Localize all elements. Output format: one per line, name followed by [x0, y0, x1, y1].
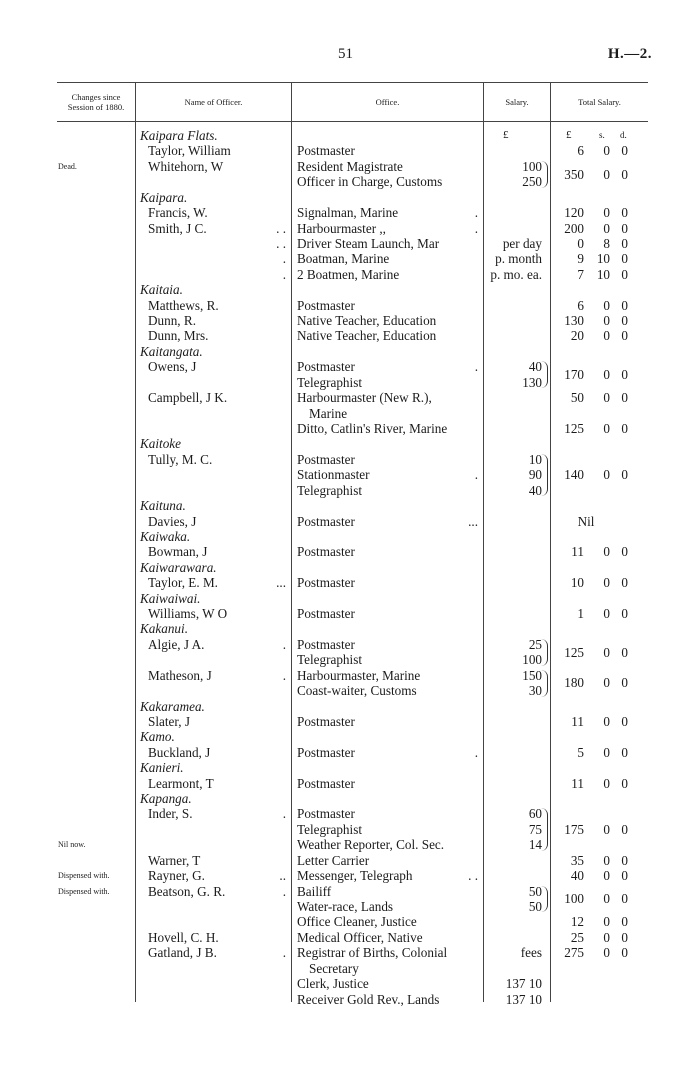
office-title: Harbourmaster, Marine	[297, 667, 421, 683]
column-divider	[483, 82, 484, 1002]
total-shillings: 0	[603, 328, 610, 344]
officer-name: Matthews, R.	[148, 297, 219, 313]
officer-name: Matheson, J	[148, 667, 212, 683]
total-shillings: 0	[603, 644, 610, 660]
total-pounds: 12	[570, 914, 584, 930]
salary-brace	[541, 454, 548, 496]
officer-name: Rayner, G.	[148, 868, 205, 884]
total-shillings: 0	[603, 821, 610, 837]
office-title: Native Teacher, Education	[297, 313, 437, 329]
total-shillings: 0	[603, 606, 610, 622]
officer-name: Learmont, T	[148, 775, 214, 791]
name-leader-dots: ...	[276, 575, 286, 591]
total-pence: 0	[621, 713, 628, 729]
officer-name: Taylor, E. M.	[148, 575, 218, 591]
table-top-rule	[57, 82, 648, 83]
total-pounds: 1	[577, 606, 584, 622]
total-shillings: 8	[603, 235, 610, 251]
office-title: Postmaster	[297, 606, 355, 622]
office-title: Postmaster	[297, 636, 355, 652]
office-title: Telegraphist	[297, 482, 362, 498]
column-header-total: Total Salary.	[578, 97, 621, 107]
total-shillings: 0	[603, 467, 610, 483]
total-shillings: 0	[603, 868, 610, 884]
salary-brace	[541, 161, 548, 188]
total-salary-text: Nil	[577, 513, 595, 529]
office-leader-dots: .	[474, 205, 478, 221]
name-leader-dots: . .	[276, 235, 286, 251]
salary-value: 14	[528, 837, 542, 853]
locality-heading: Kaiwarawara.	[140, 559, 217, 575]
total-shillings: 0	[603, 544, 610, 560]
office-title: Boatman, Marine	[297, 251, 390, 267]
total-pence: 0	[621, 205, 628, 221]
office-leader-dots: ...	[468, 513, 478, 529]
total-pence: 0	[621, 575, 628, 591]
salary-pound-sign: £	[503, 129, 509, 141]
total-pounds: 9	[577, 251, 584, 267]
column-divider	[291, 82, 292, 1002]
office-title: 2 Boatmen, Marine	[297, 266, 400, 282]
office-title: Messenger, Telegraph	[297, 868, 413, 884]
total-pounds: 125	[564, 420, 584, 436]
salary-brace	[541, 670, 548, 697]
total-pence: 0	[621, 675, 628, 691]
column-divider	[550, 82, 551, 1002]
office-title: Postmaster	[297, 359, 355, 375]
total-pence: 0	[621, 143, 628, 159]
salary-value: 137 10	[505, 976, 542, 992]
total-shillings: 0	[603, 313, 610, 329]
office-title: Postmaster	[297, 544, 355, 560]
officer-name: Beatson, G. R.	[148, 883, 226, 899]
total-pound-sign: £	[566, 129, 572, 141]
office-title: Officer in Charge, Customs	[297, 174, 443, 190]
locality-heading: Kapanga.	[140, 791, 192, 807]
locality-heading: Kakaramea.	[140, 698, 205, 714]
office-title: Harbourmaster (New R.),	[297, 390, 432, 406]
total-pence: 0	[621, 544, 628, 560]
salary-value: 40	[528, 482, 542, 498]
office-leader-dots: . .	[468, 868, 478, 884]
total-pence: 0	[621, 945, 628, 961]
office-title: Telegraphist	[297, 374, 362, 390]
total-pounds: 25	[570, 929, 584, 945]
officer-name: Gatland, J B.	[148, 945, 217, 961]
officer-name: Inder, S.	[148, 806, 193, 822]
office-title: Bailiff	[297, 883, 332, 899]
total-pence: 0	[621, 313, 628, 329]
total-shillings: 0	[603, 143, 610, 159]
change-note: Dispensed with.	[58, 871, 110, 881]
change-note: Dispensed with.	[58, 886, 110, 896]
name-leader-dots: .	[282, 266, 286, 282]
total-shillings: 0	[603, 166, 610, 182]
office-title: Letter Carrier	[297, 852, 370, 868]
office-title: Postmaster	[297, 744, 355, 760]
salary-value: 25	[528, 636, 542, 652]
officer-name: Slater, J	[148, 713, 190, 729]
page-number: 51	[338, 46, 353, 62]
officer-name: Owens, J	[148, 359, 197, 375]
total-shillings: 10	[596, 251, 610, 267]
total-pence: 0	[621, 644, 628, 660]
name-leader-dots: .	[282, 806, 286, 822]
officer-name: Campbell, J K.	[148, 390, 228, 406]
page-reference: H.—2.	[607, 46, 652, 62]
salary-value: 130	[522, 374, 542, 390]
total-shillings: 0	[603, 945, 610, 961]
officer-name: Dunn, R.	[148, 313, 196, 329]
total-pounds: 0	[577, 235, 584, 251]
officer-name: Tully, M. C.	[148, 451, 213, 467]
name-leader-dots: .	[282, 636, 286, 652]
locality-heading: Kaipara.	[140, 189, 188, 205]
office-title: Office Cleaner, Justice	[297, 914, 417, 930]
office-title: Secretary	[309, 960, 359, 976]
total-pounds: 5	[577, 744, 584, 760]
table-header-rule	[57, 121, 648, 122]
office-title: Registrar of Births, Colonial	[297, 945, 448, 961]
total-pounds: 140	[564, 467, 584, 483]
total-pence: 0	[621, 852, 628, 868]
total-shillings: 0	[603, 914, 610, 930]
change-note: Nil now.	[58, 840, 86, 850]
total-pounds: 6	[577, 143, 584, 159]
total-pence: 0	[621, 367, 628, 382]
office-title: Postmaster	[297, 806, 355, 822]
total-pence: 0	[621, 868, 628, 884]
locality-heading: Kaiwaka.	[140, 528, 191, 544]
total-pounds: 120	[564, 205, 584, 221]
salary-value: 75	[528, 821, 542, 837]
officer-name: Warner, T	[148, 852, 201, 868]
total-shillings: 0	[603, 891, 610, 907]
office-title: Marine	[309, 405, 348, 421]
total-pounds: 50	[570, 390, 584, 406]
salary-value: 150	[522, 667, 542, 683]
salary-value: 50	[528, 883, 542, 899]
total-pence: 0	[621, 606, 628, 622]
total-shillings: 0	[603, 675, 610, 691]
column-header-office: Office.	[375, 97, 400, 107]
office-title: Telegraphist	[297, 821, 362, 837]
total-pence-unit: d.	[620, 130, 627, 140]
office-title: Weather Reporter, Col. Sec.	[297, 837, 445, 853]
office-title: Native Teacher, Education	[297, 328, 437, 344]
name-leader-dots: .	[282, 945, 286, 961]
salary-value: 30	[528, 683, 542, 699]
officer-name: Francis, W.	[148, 205, 208, 221]
salary-brace	[541, 361, 548, 388]
name-leader-dots: . .	[276, 220, 286, 236]
office-title: Stationmaster	[297, 467, 370, 483]
office-title: Medical Officer, Native	[297, 929, 423, 945]
office-title: Telegraphist	[297, 652, 362, 668]
column-divider	[135, 82, 136, 1002]
column-header-changes: Changes since Session of 1880.	[67, 92, 125, 112]
total-pence: 0	[621, 166, 628, 182]
office-leader-dots: .	[474, 744, 478, 760]
office-title: Harbourmaster ,,	[297, 220, 386, 236]
office-leader-dots: .	[474, 220, 478, 236]
total-pence: 0	[621, 821, 628, 837]
office-title: Ditto, Catlin's River, Marine	[297, 420, 448, 436]
column-header-name: Name of Officer.	[184, 97, 243, 107]
total-shillings: 0	[603, 220, 610, 236]
total-shillings: 10	[596, 266, 610, 282]
salary-value: 50	[528, 899, 542, 914]
salary-brace	[541, 639, 548, 666]
column-header-salary: Salary.	[505, 97, 529, 107]
total-shillings: 0	[603, 205, 610, 221]
locality-heading: Kanieri.	[140, 760, 184, 776]
total-pence: 0	[621, 891, 628, 907]
total-pence: 0	[621, 266, 628, 282]
total-shillings: 0	[603, 367, 610, 382]
office-title: Receiver Gold Rev., Lands	[297, 991, 440, 1007]
salary-value: per day	[502, 235, 542, 251]
total-pounds: 10	[570, 575, 584, 591]
locality-heading: Kaiwaiwai.	[140, 590, 201, 606]
total-pounds: 130	[564, 313, 584, 329]
total-shillings: 0	[603, 420, 610, 436]
name-leader-dots: .	[282, 667, 286, 683]
officer-name: Smith, J C.	[148, 220, 207, 236]
total-pounds: 170	[564, 367, 584, 382]
salary-value: 100	[522, 652, 542, 668]
locality-heading: Kaitoke	[140, 436, 182, 452]
total-pence: 0	[621, 914, 628, 930]
total-shillings: 0	[603, 390, 610, 406]
total-shillings: 0	[603, 297, 610, 313]
office-title: Postmaster	[297, 575, 355, 591]
office-title: Driver Steam Launch, Mar	[297, 235, 440, 251]
total-pounds: 20	[570, 328, 584, 344]
total-pounds: 11	[571, 713, 584, 729]
office-title: Postmaster	[297, 775, 355, 791]
name-leader-dots: .	[282, 883, 286, 899]
locality-heading: Kamo.	[140, 729, 175, 745]
office-title: Postmaster	[297, 297, 355, 313]
total-pounds: 35	[570, 852, 584, 868]
total-pence: 0	[621, 235, 628, 251]
locality-heading: Kaitaia.	[140, 282, 183, 298]
total-pounds: 180	[564, 675, 584, 691]
officer-name: Algie, J A.	[148, 636, 205, 652]
total-pounds: 40	[570, 868, 584, 884]
total-pounds: 100	[564, 891, 584, 907]
total-pounds: 125	[564, 644, 584, 660]
salary-value: 137 10	[505, 991, 542, 1007]
locality-heading: Kaituna.	[140, 498, 186, 514]
office-title: Water-race, Lands	[297, 899, 394, 914]
total-shillings: 0	[603, 852, 610, 868]
salary-value: 250	[522, 174, 542, 190]
total-pounds: 11	[571, 544, 584, 560]
total-pence: 0	[621, 420, 628, 436]
total-shillings: 0	[603, 775, 610, 791]
name-leader-dots: ..	[279, 868, 286, 884]
total-pence: 0	[621, 251, 628, 267]
total-pounds: 7	[577, 266, 584, 282]
salary-value: 60	[528, 806, 542, 822]
salary-value: 100	[522, 158, 542, 174]
total-pence: 0	[621, 220, 628, 236]
office-title: Postmaster	[297, 143, 355, 159]
office-title: Postmaster	[297, 513, 355, 529]
locality-heading: Kaitangata.	[140, 343, 203, 359]
total-pence: 0	[621, 744, 628, 760]
total-shillings: 0	[603, 575, 610, 591]
total-shillings-unit: s.	[599, 130, 605, 140]
total-pence: 0	[621, 467, 628, 483]
salary-brace	[541, 886, 548, 913]
officer-name: Whitehorn, W	[148, 158, 224, 174]
total-pence: 0	[621, 775, 628, 791]
officer-name: Buckland, J	[148, 744, 211, 760]
total-pounds: 350	[564, 166, 584, 182]
office-title: Coast-waiter, Customs	[297, 683, 417, 699]
officer-name: Bowman, J	[148, 544, 208, 560]
change-note: Dead.	[58, 161, 77, 171]
office-title: Postmaster	[297, 451, 355, 467]
salary-value: 90	[528, 467, 542, 483]
total-pounds: 200	[564, 220, 584, 236]
total-pounds: 275	[564, 945, 584, 961]
salary-value: fees	[520, 945, 542, 961]
office-title: Signalman, Marine	[297, 205, 399, 221]
total-pence: 0	[621, 929, 628, 945]
office-title: Clerk, Justice	[297, 976, 369, 992]
office-leader-dots: .	[474, 467, 478, 483]
salary-value: p. mo. ea.	[490, 266, 542, 282]
name-leader-dots: .	[282, 251, 286, 267]
salary-brace	[541, 808, 548, 850]
total-pounds: 11	[571, 775, 584, 791]
total-pounds: 175	[564, 821, 584, 837]
office-leader-dots: .	[474, 359, 478, 375]
officer-name: Dunn, Mrs.	[148, 328, 209, 344]
salary-value: p. month	[495, 251, 542, 267]
total-pounds: 6	[577, 297, 584, 313]
office-title: Resident Magistrate	[297, 158, 403, 174]
officer-name: Davies, J	[148, 513, 197, 529]
locality-heading: Kakanui.	[140, 621, 188, 637]
officer-name: Taylor, William	[148, 143, 231, 159]
total-shillings: 0	[603, 713, 610, 729]
locality-heading: Kaipara Flats.	[140, 128, 218, 143]
salary-value: 10	[528, 451, 542, 467]
salary-value: 40	[528, 359, 542, 375]
total-shillings: 0	[603, 744, 610, 760]
total-pence: 0	[621, 390, 628, 406]
total-pence: 0	[621, 297, 628, 313]
total-pence: 0	[621, 328, 628, 344]
office-title: Postmaster	[297, 713, 355, 729]
officer-name: Hovell, C. H.	[148, 929, 219, 945]
total-shillings: 0	[603, 929, 610, 945]
officer-name: Williams, W O	[148, 606, 228, 622]
